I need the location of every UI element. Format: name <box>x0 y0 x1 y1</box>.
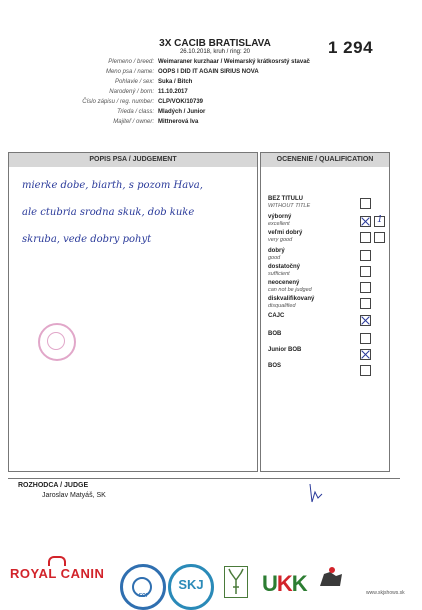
field-row <box>40 58 370 67</box>
field-value: CLP/VOK/10739 <box>158 99 204 105</box>
field-value: Weimaraner kurzhaar / Weimarský krátkosrstý stavač <box>158 59 310 65</box>
qualification-label: BOB <box>268 331 282 337</box>
judgement-line-2: ale ctubria srodna skuk, dob kuke <box>22 207 195 218</box>
qualification-label: diskvalifikovaný <box>268 296 315 302</box>
field-row <box>40 88 370 97</box>
qualification-label: výborný <box>268 214 292 220</box>
royal-canin-logo: ROYAL CANIN <box>10 566 105 581</box>
deer-icon <box>225 567 247 597</box>
fci-logo <box>120 564 166 610</box>
qualification-label: Junior BOB <box>268 347 302 353</box>
field-label: Meno psa / name: <box>105 69 154 75</box>
judge-label: ROZHODCA / JUDGE <box>18 482 89 489</box>
judgement-heading: POPIS PSA / JUDGEMENT <box>9 153 257 167</box>
qualification-checkbox[interactable] <box>360 250 371 261</box>
ski-text: SKJ <box>178 577 204 592</box>
ukk-u: U <box>262 571 277 596</box>
field-row <box>40 78 370 87</box>
qualification-checkbox[interactable] <box>360 216 371 227</box>
qualification-label: veľmi dobrý <box>268 230 303 236</box>
field-row <box>40 118 370 127</box>
dog-silhouette-logo-icon <box>316 564 346 594</box>
field-value: OOPS I DID IT AGAIN SIRIUS NOVA <box>158 69 259 75</box>
field-label: Plemeno / breed: <box>108 59 154 65</box>
field-value: 11.10.2017 <box>158 89 188 95</box>
judgement-panel <box>8 152 258 472</box>
show-title: 3X CACIB BRATISLAVA <box>159 38 271 49</box>
field-row <box>40 68 370 77</box>
qualification-sublabel: very good <box>268 237 293 243</box>
field-label: Trieda / class: <box>117 109 154 115</box>
field-label: Číslo zápisu / reg. number: <box>82 99 154 105</box>
catalog-number: 1 294 <box>328 38 374 57</box>
qualification-checkbox[interactable] <box>360 198 371 209</box>
royal-canin-crown-icon <box>48 556 66 566</box>
qualification-label: CAJC <box>268 313 285 319</box>
qualification-sublabel: can not be judged <box>268 287 312 293</box>
qualification-sublabel: excellent <box>268 221 290 227</box>
placement-mark: 1 <box>377 215 383 225</box>
judge-signature <box>300 478 330 508</box>
field-row <box>40 98 370 107</box>
hunting-club-logo <box>224 566 248 598</box>
qualification-checkbox[interactable] <box>360 349 371 360</box>
ski-logo <box>168 564 214 610</box>
qualification-checkbox[interactable] <box>360 333 371 344</box>
qualification-placement-box[interactable] <box>374 216 385 227</box>
qualification-heading: OCENENIE / QUALIFICATION <box>261 153 389 167</box>
field-label: Majiteľ / owner: <box>113 119 154 125</box>
qualification-placement-box[interactable] <box>374 232 385 243</box>
field-value: Mittnerová Iva <box>158 119 199 125</box>
field-value: Suka / Bitch <box>158 79 193 85</box>
judge-name: Jaroslav Matyáš, SK <box>42 492 106 499</box>
qualification-sublabel: WITHOUT TITLE <box>268 203 311 209</box>
judgement-line-1: mierke dobe, biarth, s pozom Hava, <box>22 180 203 191</box>
fci-text: FCI <box>138 593 148 599</box>
ukk-k2: K <box>291 571 307 596</box>
qualification-checkbox[interactable] <box>360 365 371 376</box>
qualification-sublabel: disqualified <box>268 303 296 309</box>
qualification-label: BEZ TITULU <box>268 196 303 202</box>
qualification-label: dostatočný <box>268 264 301 270</box>
qualification-sublabel: good <box>268 255 281 261</box>
qualification-checkbox[interactable] <box>360 282 371 293</box>
qualification-checkbox[interactable] <box>360 298 371 309</box>
official-stamp <box>38 323 76 361</box>
qualification-row <box>268 363 378 385</box>
show-date-ring: 26.10.2018, kruh / ring: 20 <box>179 49 251 55</box>
qualification-sublabel: sufficient <box>268 271 290 277</box>
qualification-checkbox[interactable] <box>360 232 371 243</box>
field-row <box>40 108 370 117</box>
judgement-line-3: skruba, vede dobry pohyt <box>22 234 152 245</box>
website-text: www.skjshows.sk <box>366 590 405 596</box>
field-value: Mladých / Junior <box>158 109 206 115</box>
qualification-label: dobrý <box>268 248 285 254</box>
ukk-logo <box>262 571 307 597</box>
ukk-k: K <box>276 571 292 596</box>
qualification-checkbox[interactable] <box>360 315 371 326</box>
qualification-label: neocenený <box>268 280 300 286</box>
field-label: Narodený / born: <box>109 89 154 95</box>
qualification-label: BOS <box>268 363 282 369</box>
field-label: Pohlavie / sex: <box>114 79 154 85</box>
qualification-checkbox[interactable] <box>360 266 371 277</box>
